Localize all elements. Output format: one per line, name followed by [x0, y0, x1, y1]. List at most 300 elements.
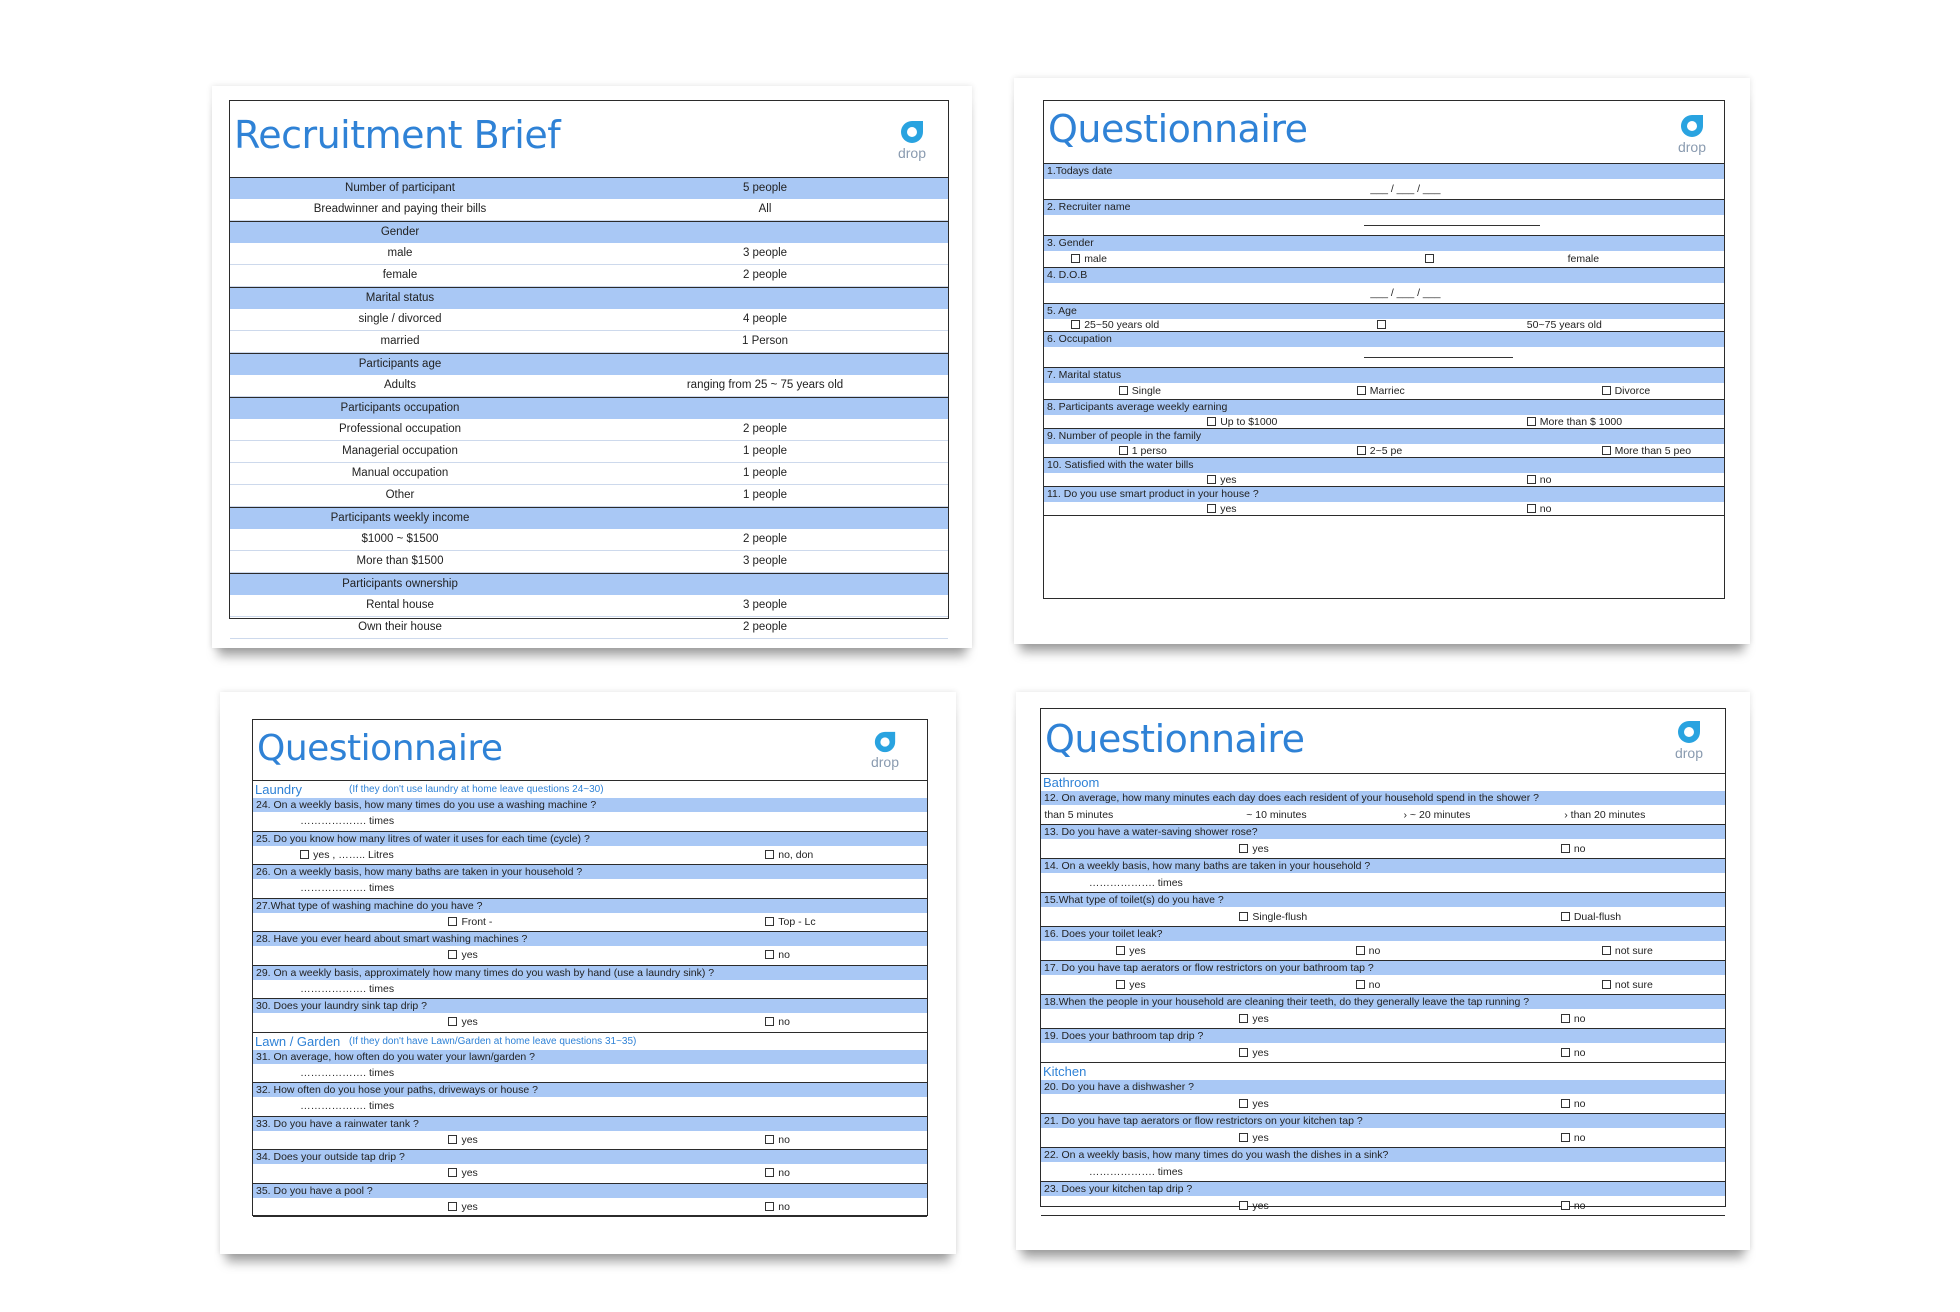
answer-option[interactable] — [1561, 1132, 1586, 1144]
answer-option — [300, 1100, 394, 1112]
answer-option-label: no — [778, 1016, 790, 1029]
answer-option[interactable] — [1561, 1098, 1586, 1110]
answer-option-label: yes — [1252, 1199, 1269, 1212]
answer-option[interactable] — [1239, 1047, 1268, 1059]
checkbox[interactable] — [448, 1135, 457, 1144]
answer-option — [1044, 809, 1113, 821]
brief-table-row — [230, 309, 948, 331]
answer-row — [253, 1013, 927, 1033]
question-label: 17. Do you have tap aerators or flow restrictors on your bathroom tap ? — [1041, 961, 1725, 975]
question-label: 6. Occupation — [1044, 332, 1724, 347]
answer-option-label: Up to $1000 — [1220, 415, 1278, 428]
checkbox[interactable] — [1602, 946, 1611, 955]
answer-option-label: yes — [1252, 1131, 1269, 1144]
checkbox[interactable] — [1071, 254, 1080, 263]
section-heading — [253, 781, 927, 798]
answer-option[interactable] — [765, 1201, 790, 1213]
page-title: Recruitment Brief — [234, 113, 561, 157]
checkbox[interactable] — [1116, 946, 1125, 955]
brief-row-label: Participants occupation — [340, 402, 460, 414]
checkbox[interactable] — [1071, 320, 1080, 329]
q1-header — [1044, 101, 1724, 164]
brief-row-value: 2 people — [742, 533, 788, 545]
answer-option-label: not sure — [1614, 978, 1653, 991]
answer-option[interactable] — [1116, 945, 1145, 957]
checkbox[interactable] — [1239, 1201, 1248, 1210]
question-label: 18.When the people in your household are cleaning their teeth, do they generally leave the tap running ? — [1041, 995, 1725, 1009]
brief-section-row — [230, 397, 948, 419]
answer-option-label: yes — [461, 949, 478, 962]
brief-table-row — [230, 551, 948, 573]
questionnaire-2-frame — [252, 719, 928, 1216]
checkbox[interactable] — [448, 1017, 457, 1026]
brief-table — [230, 177, 948, 639]
answer-row — [1041, 1043, 1725, 1063]
brief-row-value: 2 people — [742, 423, 788, 435]
question-label: 12. On average, how many minutes each day does each resident of your household spend in the shower ? — [1041, 791, 1725, 805]
answer-option[interactable] — [448, 1016, 477, 1028]
answer-option[interactable] — [1356, 945, 1381, 957]
q2-question-list — [253, 781, 927, 1217]
q3-header — [1041, 709, 1725, 774]
answer-option-label: female — [1567, 253, 1600, 265]
question-label: 35. Do you have a pool ? — [253, 1184, 927, 1198]
answer-row — [253, 812, 927, 832]
question-label: 15.What type of toilet(s) do you have ? — [1041, 893, 1725, 907]
answer-option-label: ………………. times — [1088, 1165, 1183, 1178]
answer-option[interactable] — [1602, 945, 1653, 957]
checkbox[interactable] — [765, 950, 774, 959]
answer-option-label: no — [1368, 944, 1381, 957]
answer-option[interactable] — [1377, 319, 1390, 331]
answer-option[interactable] — [1561, 911, 1621, 923]
checkbox[interactable] — [1207, 475, 1216, 484]
answer-option-label: More than 5 peo — [1614, 444, 1692, 457]
answer-row — [1044, 383, 1724, 400]
answer-option[interactable] — [1602, 385, 1651, 397]
checkbox[interactable] — [1239, 844, 1248, 853]
answer-option[interactable] — [765, 849, 813, 861]
checkbox[interactable] — [1561, 1014, 1570, 1023]
answer-option-label: Single-flush — [1252, 910, 1308, 923]
brief-table-row — [230, 199, 948, 221]
answer-option[interactable] — [1561, 1013, 1586, 1025]
checkbox[interactable] — [1207, 417, 1216, 426]
brief-section-row — [230, 287, 948, 309]
checkbox[interactable] — [448, 1168, 457, 1177]
answer-option-label: no — [778, 1200, 790, 1213]
brief-table-row — [230, 243, 948, 265]
question-label: 25. Do you know how many litres of water it uses for each time (cycle) ? — [253, 832, 927, 846]
answer-option[interactable] — [1561, 843, 1586, 855]
checkbox[interactable] — [1356, 946, 1365, 955]
brief-row-value: 3 people — [742, 555, 788, 567]
logo-text: drop — [1677, 139, 1707, 155]
answer-row — [1041, 941, 1725, 961]
answer-option — [1404, 809, 1471, 821]
answer-option-label: than 5 minutes — [1044, 808, 1114, 821]
brief-row-label: Rental house — [366, 599, 434, 611]
recruitment-brief-frame — [229, 100, 949, 633]
checkbox[interactable] — [1357, 386, 1366, 395]
brief-table-row — [230, 419, 948, 441]
answer-row — [1041, 975, 1725, 995]
answer-option[interactable] — [765, 916, 815, 928]
questionnaire-sheet-3 — [1016, 692, 1750, 1250]
answer-option[interactable] — [1561, 1047, 1586, 1059]
checkbox[interactable] — [1561, 1099, 1570, 1108]
answer-option[interactable] — [1527, 474, 1552, 486]
checkbox[interactable] — [1527, 504, 1536, 513]
brief-row-value: 1 people — [742, 489, 788, 501]
question-label: 23. Does your kitchen tap drip ? — [1041, 1182, 1725, 1196]
checkbox[interactable] — [765, 850, 774, 859]
checkbox[interactable] — [1561, 844, 1570, 853]
brief-row-label: Gender — [380, 226, 420, 238]
answer-option-label: no — [1573, 1046, 1586, 1059]
answer-option-label: no — [778, 1167, 790, 1180]
answer-row — [1044, 215, 1724, 236]
brief-table-row — [230, 617, 948, 639]
question-label: 21. Do you have tap aerators or flow restrictors on your kitchen tap ? — [1041, 1114, 1725, 1128]
answer-row — [1044, 251, 1724, 268]
q3-question-list — [1041, 774, 1725, 1216]
answer-row — [253, 1164, 927, 1184]
answer-row — [1044, 347, 1724, 368]
checkbox[interactable] — [1119, 446, 1128, 455]
answer-option — [1370, 183, 1440, 195]
answer-option[interactable] — [1527, 503, 1552, 515]
answer-line-field[interactable] — [1364, 357, 1514, 358]
question-label: 7. Marital status — [1044, 368, 1724, 383]
checkbox[interactable] — [1207, 504, 1216, 513]
checkbox[interactable] — [1239, 912, 1248, 921]
brief-row-label: Breadwinner and paying their bills — [313, 203, 487, 215]
checkbox[interactable] — [1561, 1201, 1570, 1210]
drop-logo-icon — [873, 730, 897, 754]
checkbox[interactable] — [1561, 1048, 1570, 1057]
answer-option[interactable] — [1239, 1200, 1268, 1212]
answer-option — [1370, 287, 1440, 299]
brief-row-label: married — [380, 335, 420, 347]
section-heading — [1041, 774, 1725, 791]
answer-option[interactable] — [765, 1016, 790, 1028]
checkbox[interactable] — [1357, 446, 1366, 455]
question-label: 19. Does your bathroom tap drip ? — [1041, 1029, 1725, 1043]
answer-option[interactable] — [1119, 445, 1167, 457]
answer-row — [1044, 179, 1724, 200]
answer-option[interactable] — [1239, 1132, 1268, 1144]
answer-option[interactable] — [765, 949, 790, 961]
question-label: 3. Gender — [1044, 236, 1724, 251]
brief-row-label: single / divorced — [358, 313, 442, 325]
answer-option-label: More than $ 1000 — [1539, 415, 1623, 428]
answer-option-label: ………………. times — [300, 882, 395, 895]
brief-table-row — [230, 595, 948, 617]
answer-option[interactable] — [1527, 416, 1622, 428]
answer-option-label: no — [1573, 842, 1586, 855]
checkbox[interactable] — [1119, 386, 1128, 395]
answer-line-field[interactable] — [1364, 225, 1541, 226]
answer-option[interactable] — [765, 1167, 790, 1179]
page-title: Questionnaire — [1048, 107, 1308, 151]
answer-option-label: yes — [461, 1200, 478, 1213]
question-label: 30. Does your laundry sink tap drip ? — [253, 999, 927, 1013]
answer-option[interactable] — [1071, 253, 1107, 265]
brief-row-label: Marital status — [365, 292, 435, 304]
answer-option[interactable] — [448, 916, 492, 928]
answer-option-label: yes — [461, 1167, 478, 1180]
answer-option-label: ………………. times — [300, 1100, 395, 1113]
answer-option — [1568, 253, 1600, 265]
answer-option[interactable] — [448, 1167, 477, 1179]
checkbox[interactable] — [300, 850, 309, 859]
answer-row — [1041, 1196, 1725, 1216]
brief-section-row — [230, 221, 948, 243]
answer-option-label: ………………. times — [300, 1066, 395, 1079]
checkbox[interactable] — [1239, 1099, 1248, 1108]
drop-logo — [1672, 113, 1712, 154]
question-label: 8. Participants average weekly earning — [1044, 400, 1724, 415]
question-label: 24. On a weekly basis, how many times do you use a washing machine ? — [253, 798, 927, 812]
answer-row — [1041, 1009, 1725, 1029]
answer-option-label: yes — [461, 1016, 478, 1029]
answer-option-label: no, don — [778, 848, 814, 861]
checkbox[interactable] — [1425, 254, 1434, 263]
answer-row — [253, 980, 927, 1000]
answer-option-label: no — [778, 1133, 790, 1146]
answer-option-label: no — [1539, 473, 1552, 486]
answer-option-label: Top - Lc — [778, 915, 816, 928]
logo-text: drop — [897, 145, 927, 161]
drop-logo — [892, 119, 932, 160]
brief-row-value: ranging from 25 ~ 75 years old — [686, 379, 844, 391]
section-heading — [253, 1033, 927, 1050]
brief-header — [230, 101, 948, 177]
brief-section-row — [230, 507, 948, 529]
brief-row-label: Managerial occupation — [342, 445, 458, 457]
brief-section-row — [230, 177, 948, 199]
answer-row — [1041, 839, 1725, 859]
answer-option-label: no — [1539, 502, 1552, 515]
drop-logo — [1669, 719, 1709, 760]
questionnaire-sheet-1 — [1014, 78, 1750, 644]
checkbox[interactable] — [1527, 417, 1536, 426]
brief-row-value: 5 people — [742, 182, 788, 194]
answer-option-label: ___ / ___ / ___ — [1370, 287, 1441, 299]
drop-logo-icon — [1676, 719, 1702, 745]
brief-row-label: More than $1500 — [356, 555, 444, 567]
answer-option[interactable] — [1239, 1013, 1268, 1025]
answer-option-label: yes — [1252, 1012, 1269, 1025]
answer-option-label: ………………. times — [300, 982, 395, 995]
answer-option[interactable] — [1561, 1200, 1586, 1212]
answer-row — [1041, 873, 1725, 893]
page-title: Questionnaire — [1045, 717, 1305, 761]
answer-option[interactable] — [448, 949, 477, 961]
brief-table-row — [230, 485, 948, 507]
question-label: 34. Does your outside tap drip ? — [253, 1150, 927, 1164]
checkbox[interactable] — [448, 950, 457, 959]
logo-text: drop — [1674, 745, 1704, 761]
checkbox[interactable] — [765, 1135, 774, 1144]
answer-option-label: no — [1573, 1097, 1586, 1110]
answer-option[interactable] — [448, 1201, 477, 1213]
answer-option-label: yes — [1220, 473, 1237, 486]
question-label: 20. Do you have a dishwasher ? — [1041, 1080, 1725, 1094]
answer-option[interactable] — [765, 1134, 790, 1146]
answer-option-label: no — [1573, 1012, 1586, 1025]
question-label: 22. On a weekly basis, how many times do you wash the dishes in a sink? — [1041, 1148, 1725, 1162]
drop-logo-icon — [1679, 113, 1705, 139]
brief-row-label: male — [387, 247, 413, 259]
answer-option[interactable] — [1357, 385, 1405, 397]
answer-row — [253, 913, 927, 933]
questionnaire-3-frame — [1040, 708, 1726, 1212]
answer-option-label: › than 20 minutes — [1564, 808, 1646, 821]
answer-option[interactable] — [1239, 911, 1307, 923]
answer-option[interactable] — [1207, 503, 1236, 515]
answer-row — [1041, 1094, 1725, 1114]
checkbox[interactable] — [1239, 1014, 1248, 1023]
answer-option-label: yes — [1252, 1097, 1269, 1110]
question-label: 9. Number of people in the family — [1044, 429, 1724, 444]
answer-row — [1041, 1162, 1725, 1182]
brief-table-row — [230, 463, 948, 485]
answer-option-label: Front - — [461, 915, 493, 928]
question-label: 28. Have you ever heard about smart washing machines ? — [253, 932, 927, 946]
checkbox[interactable] — [1561, 1133, 1570, 1142]
brief-row-value: 1 people — [742, 445, 788, 457]
checkbox[interactable] — [765, 917, 774, 926]
answer-option — [300, 983, 394, 995]
answer-row — [253, 1131, 927, 1151]
answer-option[interactable] — [1602, 979, 1653, 991]
answer-option[interactable] — [1071, 319, 1159, 331]
question-label: 10. Satisfied with the water bills — [1044, 458, 1724, 473]
answer-option-label: yes — [1129, 944, 1146, 957]
brief-row-label: Participants weekly income — [330, 512, 470, 524]
answer-row — [1041, 1128, 1725, 1148]
answer-option[interactable] — [1425, 253, 1438, 265]
section-title: Lawn / Garden — [255, 1033, 341, 1049]
brief-row-value: 1 people — [742, 467, 788, 479]
answer-option — [300, 1067, 394, 1079]
answer-option[interactable] — [1207, 416, 1277, 428]
brief-row-label: Number of participant — [345, 182, 455, 194]
brief-row-value: 1 Person — [741, 335, 789, 347]
answer-row — [253, 1064, 927, 1084]
answer-row — [253, 946, 927, 966]
checkbox[interactable] — [1527, 475, 1536, 484]
brief-row-value: 4 people — [742, 313, 788, 325]
question-label: 29. On a weekly basis, approximately how many times do you wash by hand (use a laundry sink) ? — [253, 966, 927, 980]
answer-option-label: ~ 10 minutes — [1246, 808, 1307, 821]
answer-option-label: not sure — [1614, 944, 1653, 957]
checkbox[interactable] — [1602, 446, 1611, 455]
checkbox[interactable] — [1602, 386, 1611, 395]
answer-option-label: yes — [1252, 842, 1269, 855]
answer-option-label: 50~75 years old — [1526, 319, 1602, 331]
answer-option-label: Dual-flush — [1573, 910, 1622, 923]
answer-option-label: ………………. times — [1088, 876, 1183, 889]
answer-option-label: no — [1573, 1199, 1586, 1212]
section-title: Kitchen — [1043, 1064, 1087, 1079]
answer-option[interactable] — [1602, 445, 1691, 457]
question-label: 5. Age — [1044, 304, 1724, 319]
answer-option[interactable] — [1356, 979, 1381, 991]
checkbox[interactable] — [1239, 1133, 1248, 1142]
recruitment-brief-sheet — [212, 86, 972, 648]
brief-row-value: 2 people — [742, 621, 788, 633]
answer-option-label: yes — [1129, 978, 1146, 991]
answer-option[interactable] — [1116, 979, 1145, 991]
answer-option[interactable] — [1207, 474, 1236, 486]
brief-row-label: Adults — [384, 379, 416, 391]
answer-option[interactable] — [1239, 843, 1268, 855]
checkbox[interactable] — [765, 1017, 774, 1026]
checkbox[interactable] — [1116, 980, 1125, 989]
brief-table-row — [230, 529, 948, 551]
answer-option-label: yes — [1252, 1046, 1269, 1059]
checkbox[interactable] — [448, 1202, 457, 1211]
question-label: 26. On a weekly basis, how many baths are taken in your household ? — [253, 865, 927, 879]
brief-row-value: 2 people — [742, 269, 788, 281]
answer-row — [1044, 319, 1724, 332]
answer-row — [1044, 473, 1724, 487]
answer-option-label: ___ / ___ / ___ — [1370, 183, 1441, 195]
question-label: 1.Todays date — [1044, 164, 1724, 179]
question-label: 32. How often do you hose your paths, driveways or house ? — [253, 1083, 927, 1097]
answer-row — [1041, 907, 1725, 927]
question-label: 14. On a weekly basis, how many baths are taken in your household ? — [1041, 859, 1725, 873]
answer-row — [1044, 444, 1724, 458]
question-label: 4. D.O.B — [1044, 268, 1724, 283]
answer-option — [1527, 319, 1602, 331]
section-title: Bathroom — [1043, 775, 1100, 790]
q2-header — [253, 720, 927, 781]
answer-option[interactable] — [1119, 385, 1161, 397]
answer-option[interactable] — [300, 849, 394, 861]
question-label: 16. Does your toilet leak? — [1041, 927, 1725, 941]
answer-option — [300, 882, 394, 894]
brief-table-row — [230, 375, 948, 397]
checkbox[interactable] — [1377, 320, 1386, 329]
checkbox[interactable] — [1239, 1048, 1248, 1057]
answer-option-label: 2~5 pe — [1369, 444, 1403, 457]
answer-row — [1044, 415, 1724, 429]
section-title: Laundry — [255, 782, 302, 797]
drop-logo-icon — [899, 119, 925, 145]
checkbox[interactable] — [1602, 980, 1611, 989]
brief-table-row — [230, 331, 948, 353]
answer-option — [1089, 1166, 1183, 1178]
answer-option-label: 25~50 years old — [1084, 319, 1160, 331]
answer-option-label: yes , …….. Litres — [313, 848, 394, 861]
answer-option[interactable] — [1357, 445, 1402, 457]
answer-option-label: no — [1368, 978, 1381, 991]
checkbox[interactable] — [1561, 912, 1570, 921]
answer-option[interactable] — [448, 1134, 477, 1146]
checkbox[interactable] — [1356, 980, 1365, 989]
answer-option-label: Marriec — [1369, 385, 1405, 397]
answer-option[interactable] — [1239, 1098, 1268, 1110]
checkbox[interactable] — [765, 1202, 774, 1211]
answer-option-label: yes — [1220, 502, 1237, 515]
checkbox[interactable] — [765, 1168, 774, 1177]
answer-option-label: yes — [461, 1133, 478, 1146]
checkbox[interactable] — [448, 917, 457, 926]
